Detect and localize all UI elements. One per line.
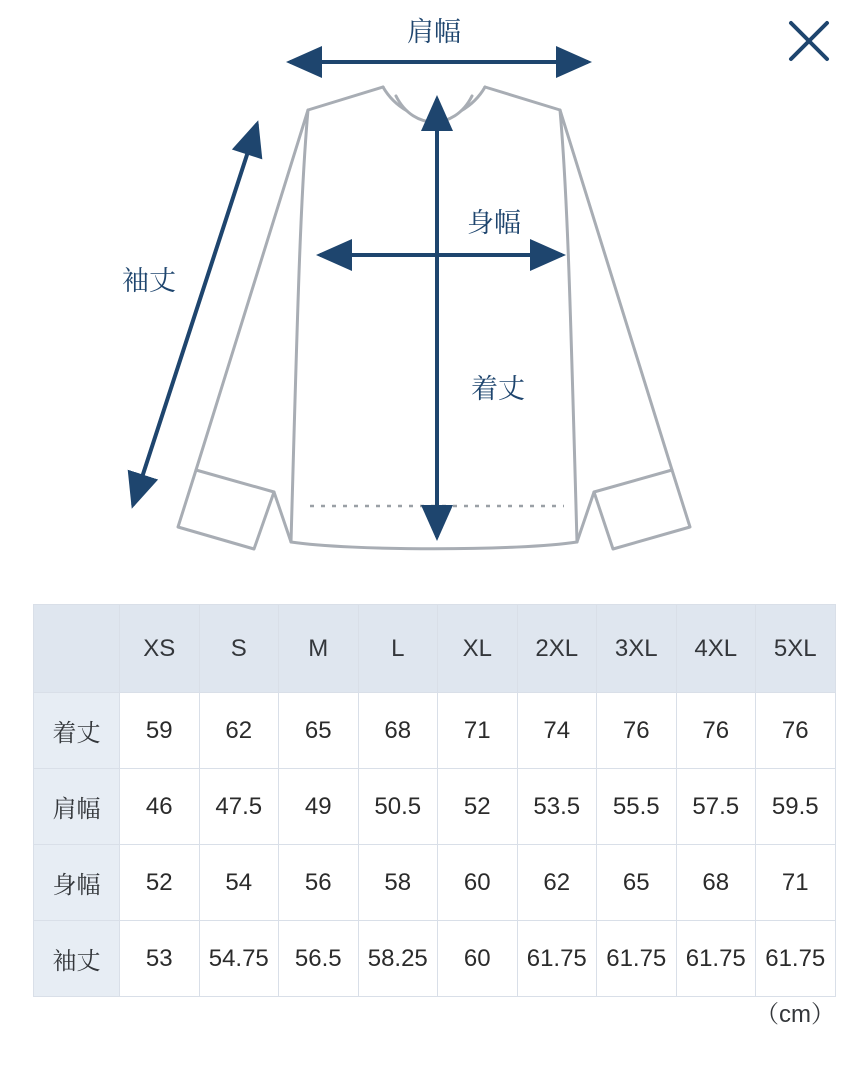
cell-chest-width-s: 54: [199, 845, 279, 921]
column-header-m: M: [279, 605, 359, 693]
cell-chest-width-xl: 60: [438, 845, 518, 921]
label-body-length: 着丈: [471, 374, 525, 404]
label-sleeve-length: 袖丈: [122, 266, 176, 296]
cell-body-length-4xl: 76: [676, 693, 756, 769]
table-header-row: [34, 605, 836, 693]
cell-shoulder-width-4xl: 57.5: [676, 769, 756, 845]
cell-body-length-s: 62: [199, 693, 279, 769]
cell-chest-width-xs: 52: [120, 845, 200, 921]
column-header-2xl: 2XL: [517, 605, 597, 693]
column-header-3xl: 3XL: [597, 605, 677, 693]
cell-chest-width-3xl: 65: [597, 845, 677, 921]
unit-label: （cm）: [755, 1001, 835, 1028]
cell-shoulder-width-s: 47.5: [199, 769, 279, 845]
cell-shoulder-width-5xl: 59.5: [756, 769, 836, 845]
column-header-s: S: [199, 605, 279, 693]
table-row: [34, 693, 836, 769]
row-header-shoulder-width: 肩幅: [34, 769, 120, 845]
cell-sleeve-length-xl: 60: [438, 921, 518, 997]
cell-body-length-xl: 71: [438, 693, 518, 769]
cell-chest-width-m: 56: [279, 845, 359, 921]
cell-shoulder-width-xs: 46: [120, 769, 200, 845]
cell-shoulder-width-3xl: 55.5: [597, 769, 677, 845]
column-header-l: L: [358, 605, 438, 693]
row-header-chest-width: 身幅: [34, 845, 120, 921]
column-header-xl: XL: [438, 605, 518, 693]
cell-body-length-l: 68: [358, 693, 438, 769]
cell-shoulder-width-m: 49: [279, 769, 359, 845]
column-header-xs: XS: [120, 605, 200, 693]
cell-sleeve-length-5xl: 61.75: [756, 921, 836, 997]
label-shoulder-width: 肩幅: [407, 17, 461, 47]
cell-sleeve-length-s: 54.75: [199, 921, 279, 997]
table-corner-cell: [34, 605, 120, 693]
row-header-sleeve-length: 袖丈: [34, 921, 120, 997]
table-row: [34, 769, 836, 845]
cell-shoulder-width-2xl: 53.5: [517, 769, 597, 845]
cell-chest-width-4xl: 68: [676, 845, 756, 921]
cell-sleeve-length-l: 58.25: [358, 921, 438, 997]
cell-body-length-xs: 59: [120, 693, 200, 769]
cell-body-length-3xl: 76: [597, 693, 677, 769]
size-table-body: [34, 693, 836, 997]
size-table-wrapper: [33, 604, 835, 997]
cell-sleeve-length-4xl: 61.75: [676, 921, 756, 997]
cell-shoulder-width-xl: 52: [438, 769, 518, 845]
cell-shoulder-width-l: 50.5: [358, 769, 438, 845]
column-header-4xl: 4XL: [676, 605, 756, 693]
size-table-head: [34, 605, 836, 693]
cell-body-length-m: 65: [279, 693, 359, 769]
sweatshirt-outline: [178, 87, 690, 549]
cell-body-length-2xl: 74: [517, 693, 597, 769]
label-chest-width: 身幅: [467, 208, 521, 238]
cell-sleeve-length-3xl: 61.75: [597, 921, 677, 997]
row-header-body-length: 着丈: [34, 693, 120, 769]
cell-sleeve-length-2xl: 61.75: [517, 921, 597, 997]
cell-body-length-5xl: 76: [756, 693, 836, 769]
cell-sleeve-length-xs: 53: [120, 921, 200, 997]
table-row: [34, 921, 836, 997]
table-row: [34, 845, 836, 921]
cell-sleeve-length-m: 56.5: [279, 921, 359, 997]
cell-chest-width-2xl: 62: [517, 845, 597, 921]
column-header-5xl: 5XL: [756, 605, 836, 693]
size-table: [33, 604, 836, 997]
cell-chest-width-l: 58: [358, 845, 438, 921]
cell-chest-width-5xl: 71: [756, 845, 836, 921]
